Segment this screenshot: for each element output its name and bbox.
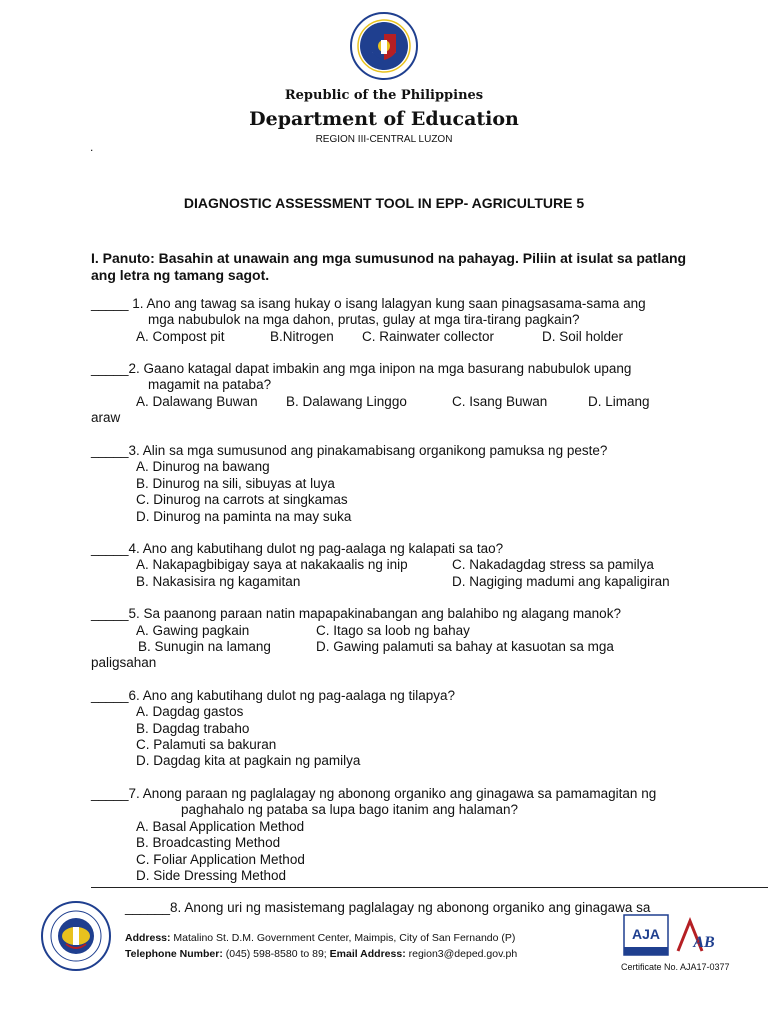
question-2-stem-cont: magamit na pataba? — [148, 377, 272, 392]
question-5-choice-a: A. Gawing pagkain — [136, 623, 250, 638]
cert-logo-left-text: AJA — [631, 926, 661, 942]
question-5-choice-d: D. Gawing palamuti sa bahay at kasuotan sa mga — [316, 639, 614, 654]
question-6-stem: _____6. Ano ang kabutihang dulot ng pag-aalaga ng tilapya? — [91, 688, 456, 703]
question-1-choice-d: D. Soil holder — [542, 329, 624, 344]
question-7-stem: _____7. Anong paraan ng paglalagay ng abonong organiko ang ginagawa sa pamamagitan ng — [91, 786, 657, 801]
document-title: DIAGNOSTIC ASSESSMENT TOOL IN EPP- AGRICULTURE 5 — [183, 195, 585, 211]
footer-contact — [125, 930, 517, 962]
phone-value: (045) 598-8580 to 89; — [222, 948, 330, 960]
address-label: Address: — [125, 932, 171, 944]
question-5-stem: _____5. Sa paanong paraan natin mapapakinabangan ang balahibo ng alagang manok? — [91, 606, 621, 621]
phone-label: Telephone Number: — [125, 948, 223, 960]
question-4-choice-b: B. Nakasisira ng kagamitan — [136, 574, 301, 589]
deped-footer-seal-logo — [40, 900, 112, 972]
question-5-choice-c: C. Itago sa loob ng bahay — [316, 623, 470, 638]
stray-mark: . — [90, 140, 94, 154]
question-4-stem: _____4. Ano ang kabutihang dulot ng pag-aalaga ng kalapati sa tao? — [91, 541, 504, 556]
question-2-choice-b: B. Dalawang Linggo — [286, 394, 407, 409]
email-value: region3@deped.gov.ph — [405, 948, 518, 960]
question-2-choice-c: C. Isang Buwan — [452, 394, 548, 409]
question-8-stem: ______8. Anong uri ng masistemang paglalagay ng abonong organiko ang ginagawa sa — [125, 900, 651, 915]
question-7-choice-d: D. Side Dressing Method — [136, 868, 287, 883]
certification-logo — [618, 907, 728, 967]
question-4-choice-c: C. Nakadagdag stress sa pamilya — [452, 557, 654, 572]
footer-divider — [91, 887, 768, 888]
footer-phone-line — [125, 946, 517, 962]
question-7-stem-cont: paghahalo ng pataba sa lupa bago itanim ang halaman? — [181, 802, 519, 817]
email-label: Email Address: — [329, 948, 406, 960]
question-6-choice-b: B. Dagdag trabaho — [136, 721, 250, 736]
question-3-stem: _____3. Alin sa mga sumusunod ang pinakamabisang organikong pamuksa ng peste? — [91, 443, 608, 458]
footer-address-line — [125, 930, 517, 946]
instructions: I. Panuto: Basahin at unawain ang mga sumusunod na pahayag. Piliin at isulat sa patlang ang letra ng tamang sagot. — [91, 250, 687, 283]
certificate-number: Certificate No. AJA17-0377 — [621, 962, 730, 972]
question-1-stem-cont: mga nabubulok na mga dahon, prutas, gulay at mga tira-tirang pagkain? — [148, 312, 580, 327]
question-7-choice-c: C. Foliar Application Method — [136, 852, 305, 867]
question-5-choice-b: B. Sunugin na lamang — [138, 639, 271, 654]
question-5-choice-d-wrap: paligsahan — [91, 655, 157, 670]
question-4-choice-d: D. Nagiging madumi ang kapaligiran — [452, 574, 670, 589]
question-2-choice-a: A. Dalawang Buwan — [136, 394, 258, 409]
question-1-stem: _____ 1. Ano ang tawag sa isang hukay o isang lalagyan kung saan pinagsasama-sama ang — [91, 296, 646, 311]
question-2-choice-d: D. Limang — [588, 394, 650, 409]
question-1-choice-a: A. Compost pit — [136, 329, 225, 344]
question-7-choice-b: B. Broadcasting Method — [136, 835, 281, 850]
question-3-choice-a: A. Dinurog na bawang — [136, 459, 270, 474]
question-6-choice-a: A. Dagdag gastos — [136, 704, 244, 719]
cert-logo-right-text: AB — [693, 934, 715, 951]
department-heading: Department of Education — [249, 108, 519, 130]
question-1-choice-c: C. Rainwater collector — [362, 329, 495, 344]
question-6-choice-c: C. Palamuti sa bakuran — [136, 737, 277, 752]
question-3-choice-c: C. Dinurog na carrots at singkamas — [136, 492, 348, 507]
question-4-choice-a: A. Nakapagbibigay saya at nakakaalis ng inip — [136, 557, 408, 572]
question-6-choice-d: D. Dagdag kita at pagkain ng pamilya — [136, 753, 361, 768]
region-heading: REGION III-CENTRAL LUZON — [315, 134, 453, 145]
question-2-choice-d-wrap: araw — [91, 410, 121, 425]
question-7-choice-a: A. Basal Application Method — [136, 819, 305, 834]
question-3-choice-d: D. Dinurog na paminta na may suka — [136, 509, 352, 524]
address-value: Matalino St. D.M. Government Center, Maimpis, City of San Fernando (P) — [170, 932, 516, 944]
question-2-stem: _____2. Gaano katagal dapat imbakin ang mga inipon na mga basurang nabubulok upang — [91, 361, 632, 376]
deped-seal-logo — [350, 12, 418, 80]
republic-heading: Republic of the Philippines — [284, 88, 484, 103]
question-3-choice-b: B. Dinurog na sili, sibuyas at luya — [136, 476, 335, 491]
question-1-choice-b: B.Nitrogen — [270, 329, 334, 344]
